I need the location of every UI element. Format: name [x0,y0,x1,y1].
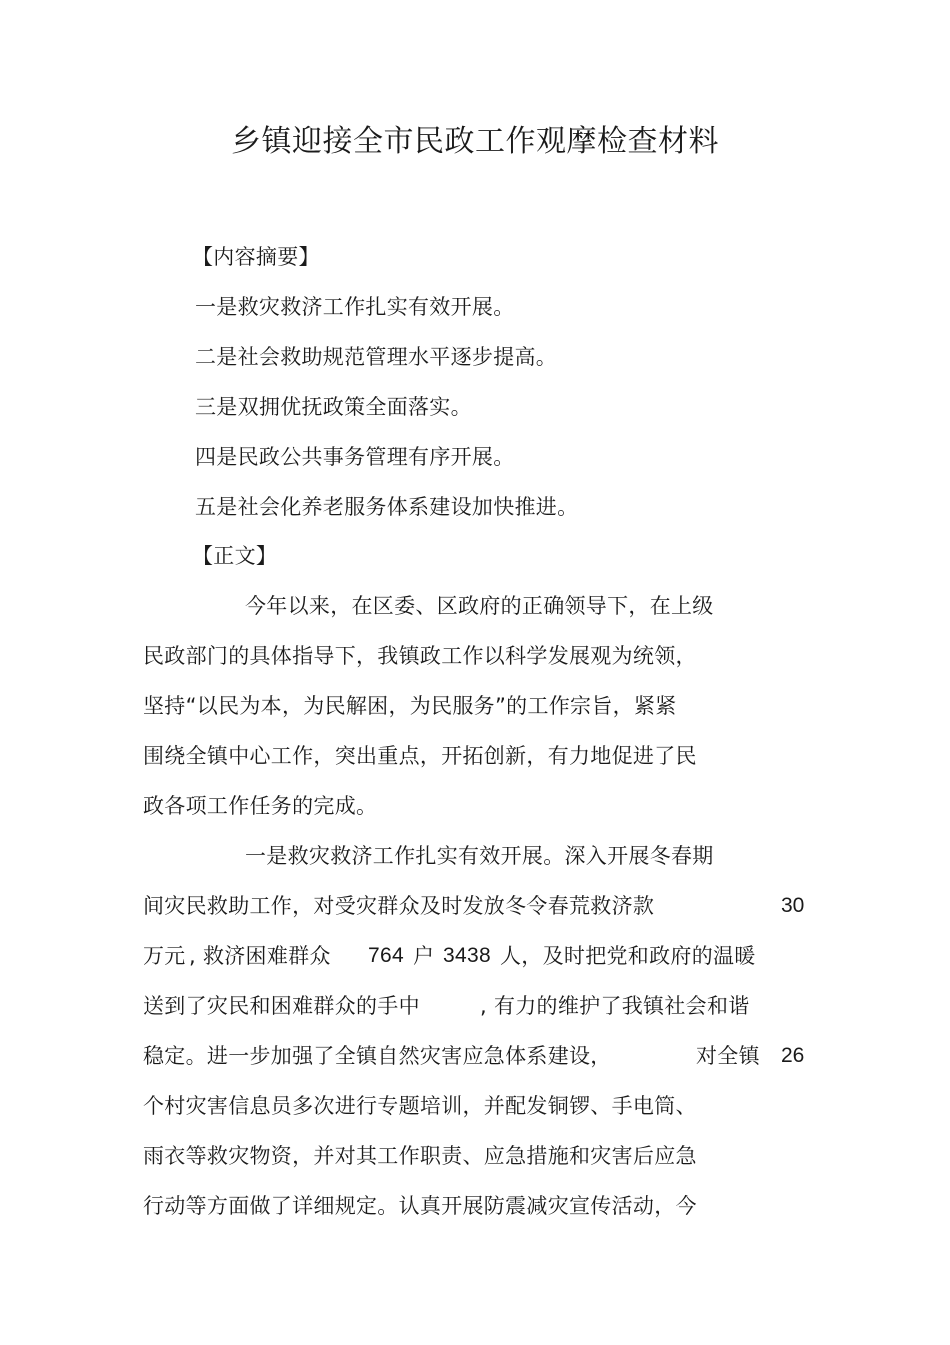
section1-line-1: 一是救灾救济工作扎实有效开展。深入开展冬春期 [245,844,714,868]
intro-line-5: 政各项工作任务的完成。 [143,794,378,818]
intro-line-3: 坚持“以民为本，为民解困，为民服务”的工作宗旨，紧紧 [143,694,677,718]
relief-amount: 30 [781,894,805,917]
intro-line-1: 今年以来，在区委、区政府的正确领导下，在上级 [245,594,714,618]
intro-line-4: 围绕全镇中心工作，突出重点，开拓创新，有力地促进了民 [143,744,697,768]
section1-line-2: 间灾民救助工作，对受灾群众及时发放冬令春荒救济款 [143,894,655,918]
unit-hu: 户 [413,944,435,968]
section1-line-8: 行动等方面做了详细规定。认真开展防震减灾宣传活动，今 [143,1194,697,1218]
village-count: 26 [781,1044,805,1067]
summary-item-4: 四是民政公共事务管理有序开展。 [195,445,515,469]
document-title: 乡镇迎接全市民政工作观摩检查材料 [231,124,719,159]
section1-line-5-a: 稳定。进一步加强了全镇自然灾害应急体系建设， [143,1044,612,1068]
body-heading: 【正文】 [192,544,278,568]
summary-item-5: 五是社会化养老服务体系建设加快推进。 [195,495,579,519]
section1-line-7: 雨衣等救灾物资，并对其工作职责、应急措施和灾害后应急 [143,1144,697,1168]
household-count: 764 [368,944,404,967]
summary-item-1: 一是救灾救济工作扎实有效开展。 [195,295,515,319]
summary-item-3: 三是双拥优抚政策全面落实。 [195,395,472,419]
section1-line-6: 个村灾害信息员多次进行专题培训，并配发铜锣、手电筒、 [143,1094,697,1118]
unit-wanyuan: 万元 [143,944,186,968]
relief-targets-text: , 救济困难群众 [189,944,331,968]
intro-line-2: 民政部门的具体指导下，我镇政工作以科学发展观为统领， [143,644,697,668]
section1-line-4-a: 送到了灾民和困难群众的手中 [143,994,420,1018]
summary-heading: 【内容摘要】 [192,245,320,269]
person-count: 3438 [443,944,491,967]
summary-item-2: 二是社会救助规范管理水平逐步提高。 [195,345,558,369]
section1-line-3-end: 人，及时把党和政府的温暖 [500,944,756,968]
section1-line-5-b: 对全镇 [696,1044,760,1068]
section1-line-4-b: , 有力的维护了我镇社会和谐 [480,994,750,1018]
